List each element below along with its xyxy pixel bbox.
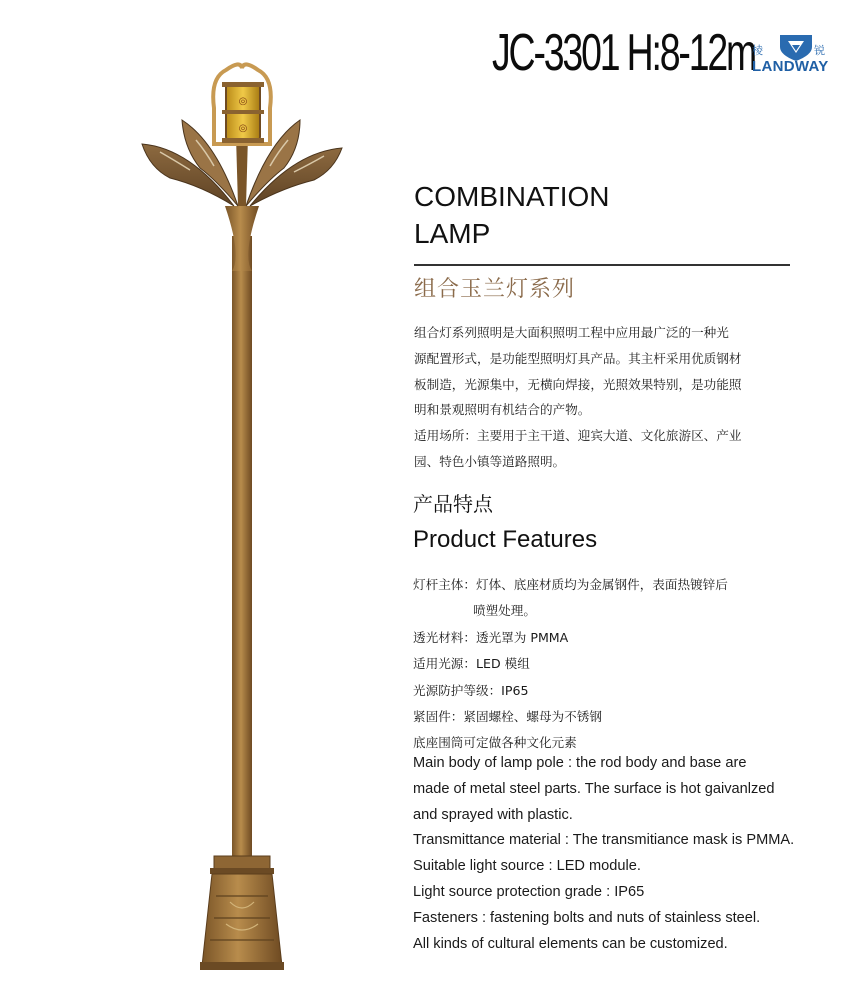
feature-en-line: and sprayed with plastic. [413,806,573,823]
pole-base [202,874,282,966]
description-line: 组合灯系列照明是大面积照明工程中应用最广泛的一种光 [414,325,729,340]
description-line: 适用场所：主要用于主干道、迎宾大道、文化旅游区、产业 [414,428,742,444]
description-line: 明和景观照明有机结合的产物。 [414,402,591,418]
features-heading-cn: 产品特点 [413,492,493,516]
page-title [414,178,609,252]
features-heading-en: Product Features [413,526,598,553]
description-line: 板制造，光源集中，无横向焊接，光照效果特别，是功能照 [414,376,742,392]
feature-item: 底座围筒可定做各种文化元素 [413,735,577,751]
feature-item: 光源防护等级：IP65 [413,682,529,698]
svg-text:◎: ◎ [238,123,248,134]
title-divider [414,264,790,266]
feature-en-line: Main body of lamp pole : the rod body and base are [413,755,747,771]
feature-en-line: Suitable light source : LED module. [413,858,641,875]
feature-en-line: All kinds of cultural elements can be customized. [413,935,728,952]
feature-en-line: Light source protection grade : IP65 [413,883,645,900]
features-en-list [413,751,853,957]
pole-crown [225,206,259,271]
description-line: 源配置形式，是功能型照明灯具产品。其主杆采用优质钢材 [414,350,742,366]
feature-en-line: made of metal steel parts. The surface is hot gaivanlzed [413,780,775,797]
pole-shaft [232,236,252,861]
center-stem [236,136,248,206]
feature-item: 透光材料：透光罩为 PMMA [413,629,569,645]
svg-text:◎: ◎ [238,96,248,107]
subtitle-cn: 组合玉兰灯系列 [414,277,576,302]
logo-cn-right: 锐 [814,44,825,57]
title-line-1: COMBINATION [414,181,610,212]
description-line: 园、特色小镇等道路照明。 [414,453,566,469]
model-height-label: JC-3301 H:8-12m [492,24,756,82]
lamp-pole-illustration [130,56,360,976]
logo-cn-left: 棱 [752,44,763,57]
description [414,320,814,475]
feature-pole-body-cont: 喷塑处理。 [473,603,536,619]
feature-en-line: Transmittance material : The transmitiance mask is PMMA. [413,832,795,849]
base-plinth [200,962,284,970]
logo-wordmark: LANDWAY [752,58,829,75]
base-collar [214,856,270,870]
title-line-2: LAMP [414,218,491,249]
feature-item: 紧固件：紧固螺栓、螺母为不锈钢 [413,709,602,725]
features-cn-list [413,572,843,757]
feature-pole-body: 灯杆主体：灯体、底座材质均为金属钢件，表面热镀锌后 [413,577,728,592]
feature-item: 适用光源：LED 模组 [413,656,530,672]
feature-en-line: Fasteners : fastening bolts and nuts of stainless steel. [413,909,761,926]
